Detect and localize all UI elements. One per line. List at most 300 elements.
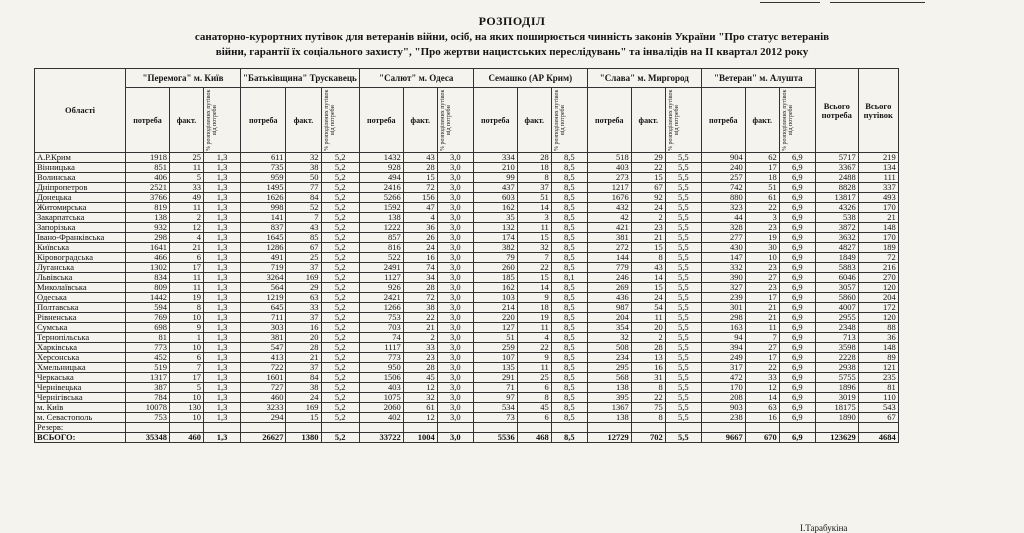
value-cell: 8 [517, 173, 551, 183]
value-cell: 998 [241, 203, 286, 213]
value-cell: 15 [403, 173, 437, 183]
value-cell: 3367 [815, 163, 858, 173]
value-cell: 10 [745, 253, 779, 263]
value-cell: 170 [858, 203, 898, 213]
value-cell: 17 [745, 293, 779, 303]
value-cell: 35 [473, 213, 517, 223]
value-cell: 491 [241, 253, 286, 263]
value-cell: 5,5 [665, 183, 701, 193]
value-cell: 81 [858, 383, 898, 393]
value-cell: 5,2 [321, 373, 359, 383]
value-cell: 8,5 [551, 183, 587, 193]
value-cell: 103 [473, 293, 517, 303]
value-cell: 3,0 [437, 313, 473, 323]
value-cell: 323 [701, 203, 745, 213]
value-cell: 6,9 [779, 323, 815, 333]
region-cell: Чернівецька [35, 383, 126, 393]
value-cell [359, 423, 403, 433]
value-cell: 5,2 [321, 223, 359, 233]
value-cell: 3,0 [437, 273, 473, 283]
value-cell: 9667 [701, 433, 745, 443]
value-cell [286, 423, 321, 433]
value-cell: 1,3 [204, 413, 241, 423]
value-cell: 5,5 [665, 223, 701, 233]
value-cell: 67 [858, 413, 898, 423]
value-cell: 430 [701, 243, 745, 253]
percent-header-text: % розподілених путівок від потреби [439, 89, 452, 151]
value-cell [701, 423, 745, 433]
value-cell: 432 [587, 203, 631, 213]
table-row [35, 273, 899, 283]
value-cell: 37 [286, 363, 321, 373]
value-cell: 249 [701, 353, 745, 363]
value-cell: 19 [745, 233, 779, 243]
need-header: потреба [126, 88, 170, 153]
value-cell: 1918 [126, 153, 170, 163]
value-cell: 1,3 [204, 213, 241, 223]
value-cell: 3,0 [437, 293, 473, 303]
table-row [35, 403, 899, 413]
value-cell: 174 [473, 233, 517, 243]
value-cell: 16 [403, 253, 437, 263]
value-cell: 2521 [126, 183, 170, 193]
value-cell: 5,2 [321, 263, 359, 273]
value-cell: 543 [858, 403, 898, 413]
region-cell: Луганська [35, 263, 126, 273]
value-cell: 2 [170, 213, 204, 223]
value-cell: 18 [517, 163, 551, 173]
value-cell: 5,2 [321, 333, 359, 343]
value-cell: 3,0 [437, 153, 473, 163]
sanatorium-header-3: "Салют" м. Одеса [359, 69, 473, 88]
value-cell: 6,9 [779, 243, 815, 253]
value-cell: 17 [745, 163, 779, 173]
value-cell: 138 [587, 383, 631, 393]
need-header: потреба [701, 88, 745, 153]
value-cell: 354 [587, 323, 631, 333]
value-cell: 1,3 [204, 193, 241, 203]
value-cell: 238 [701, 413, 745, 423]
value-cell: 5,5 [665, 243, 701, 253]
value-cell: 4007 [815, 303, 858, 313]
value-cell: 5,2 [321, 153, 359, 163]
value-cell: 3,0 [437, 343, 473, 353]
value-cell: 1442 [126, 293, 170, 303]
value-cell: 204 [858, 293, 898, 303]
value-cell: 36 [858, 333, 898, 343]
value-cell: 32 [587, 333, 631, 343]
value-cell: 5,2 [321, 213, 359, 223]
value-cell: 38 [403, 303, 437, 313]
value-cell: 220 [473, 313, 517, 323]
value-cell: 24 [403, 243, 437, 253]
value-cell: 1495 [241, 183, 286, 193]
region-cell: Київська [35, 243, 126, 253]
value-cell: 22 [517, 343, 551, 353]
value-cell: 22 [745, 203, 779, 213]
value-cell [321, 423, 359, 433]
value-cell: 5,5 [665, 363, 701, 373]
document-title: РОЗПОДІЛ [478, 14, 546, 28]
value-cell: 6,9 [779, 413, 815, 423]
value-cell: 10 [170, 393, 204, 403]
sanatorium-header-4: Семашко (АР Крим) [473, 69, 587, 88]
value-cell: 466 [126, 253, 170, 263]
value-cell: 5,5 [665, 203, 701, 213]
value-cell: 5,2 [321, 293, 359, 303]
value-cell: 28 [403, 163, 437, 173]
value-cell: 8,5 [551, 193, 587, 203]
value-cell: 257 [701, 173, 745, 183]
value-cell: 5,5 [665, 173, 701, 183]
value-cell: 21 [745, 303, 779, 313]
percent-header-text: % розподілених путівок від потреби [667, 89, 680, 151]
value-cell: 246 [587, 273, 631, 283]
value-cell: 272 [587, 243, 631, 253]
value-cell: 24 [631, 203, 665, 213]
signature-text: І.Тарабукіна [800, 523, 848, 533]
value-cell: 22 [745, 363, 779, 373]
value-cell: 208 [701, 393, 745, 403]
value-cell: 260 [473, 263, 517, 273]
value-cell: 259 [473, 343, 517, 353]
value-cell: 4 [170, 233, 204, 243]
value-cell: 5,5 [665, 383, 701, 393]
value-cell: 1,3 [204, 253, 241, 263]
value-cell: 10 [170, 313, 204, 323]
value-cell: 1,3 [204, 283, 241, 293]
value-cell: 5,5 [665, 263, 701, 273]
value-cell: 702 [631, 433, 665, 443]
top-rule-1 [760, 2, 820, 3]
table-row [35, 233, 899, 243]
total-need-header: Всього потреба [815, 69, 858, 153]
table-row [35, 193, 899, 203]
value-cell: 301 [701, 303, 745, 313]
value-cell: 169 [286, 403, 321, 413]
value-cell: 1302 [126, 263, 170, 273]
value-cell: 1849 [815, 253, 858, 263]
table-row [35, 353, 899, 363]
value-cell: 5860 [815, 293, 858, 303]
value-cell: 67 [286, 243, 321, 253]
value-cell: 12729 [587, 433, 631, 443]
value-cell: 19 [170, 293, 204, 303]
fact-header: факт. [286, 88, 321, 153]
value-cell: 9 [170, 323, 204, 333]
value-cell: 8,5 [551, 303, 587, 313]
value-cell: 21 [403, 323, 437, 333]
value-cell: 8,5 [551, 313, 587, 323]
value-cell: 6,9 [779, 193, 815, 203]
value-cell: 138 [587, 413, 631, 423]
value-cell: 8,5 [551, 373, 587, 383]
value-cell: 337 [858, 183, 898, 193]
value-cell: 5,5 [665, 193, 701, 203]
region-cell: Полтавська [35, 303, 126, 313]
value-cell: 3,0 [437, 173, 473, 183]
value-cell: 3,0 [437, 223, 473, 233]
value-cell: 5,2 [321, 183, 359, 193]
value-cell: 134 [858, 163, 898, 173]
value-cell: 1,3 [204, 313, 241, 323]
value-cell: 5,5 [665, 403, 701, 413]
region-cell: м. Київ [35, 403, 126, 413]
value-cell: 8,5 [551, 413, 587, 423]
value-cell: 3,0 [437, 213, 473, 223]
value-cell: 1127 [359, 273, 403, 283]
value-cell: 1,3 [204, 333, 241, 343]
table-row [35, 293, 899, 303]
value-cell: 932 [126, 223, 170, 233]
value-cell: 8,5 [551, 163, 587, 173]
value-cell: 742 [701, 183, 745, 193]
value-cell: 11 [517, 223, 551, 233]
value-cell: 2 [631, 213, 665, 223]
value-cell: 3,0 [437, 363, 473, 373]
region-cell: Волинська [35, 173, 126, 183]
value-cell: 538 [815, 213, 858, 223]
value-cell: 468 [517, 433, 551, 443]
value-cell: 29 [631, 153, 665, 163]
fact-header: факт. [631, 88, 665, 153]
region-cell: м. Севастополь [35, 413, 126, 423]
value-cell: 3,0 [437, 283, 473, 293]
value-cell: 5 [170, 383, 204, 393]
value-cell: 4827 [815, 243, 858, 253]
value-cell: 6,9 [779, 293, 815, 303]
value-cell: 170 [701, 383, 745, 393]
value-cell: 8,5 [551, 353, 587, 363]
value-cell: 493 [858, 193, 898, 203]
value-cell: 6,9 [779, 223, 815, 233]
value-cell: 294 [241, 413, 286, 423]
value-cell: 2 [631, 333, 665, 343]
value-cell: 72 [403, 183, 437, 193]
value-cell: 73 [473, 413, 517, 423]
region-cell: Одеська [35, 293, 126, 303]
value-cell: 74 [359, 333, 403, 343]
value-cell: 14 [517, 203, 551, 213]
value-cell: 460 [170, 433, 204, 443]
value-cell: 1317 [126, 373, 170, 383]
value-cell: 43 [286, 223, 321, 233]
value-cell: 7 [745, 333, 779, 343]
value-cell: 219 [858, 153, 898, 163]
value-cell: 722 [241, 363, 286, 373]
value-cell: 16 [745, 413, 779, 423]
value-cell: 6,9 [779, 403, 815, 413]
value-cell: 837 [241, 223, 286, 233]
table-row [35, 423, 899, 433]
value-cell: 8,5 [551, 253, 587, 263]
value-cell: 23 [631, 223, 665, 233]
value-cell [204, 423, 241, 433]
value-cell: 3,0 [437, 163, 473, 173]
value-cell: 26 [403, 233, 437, 243]
value-cell: 5,2 [321, 303, 359, 313]
value-cell: 94 [701, 333, 745, 343]
value-cell: 3233 [241, 403, 286, 413]
value-cell: 51 [517, 193, 551, 203]
value-cell: 18 [517, 303, 551, 313]
value-cell: 298 [126, 233, 170, 243]
value-cell [551, 423, 587, 433]
value-cell: 5,5 [665, 283, 701, 293]
value-cell: 381 [587, 233, 631, 243]
percent-header [204, 88, 241, 153]
value-cell [858, 423, 898, 433]
value-cell: 1004 [403, 433, 437, 443]
table-row [35, 173, 899, 183]
value-cell: 568 [587, 373, 631, 383]
value-cell: 8,5 [551, 393, 587, 403]
value-cell: 15 [631, 173, 665, 183]
value-cell: 111 [858, 173, 898, 183]
value-cell: 5,5 [665, 323, 701, 333]
value-cell: 1,3 [204, 303, 241, 313]
value-cell: 6,9 [779, 203, 815, 213]
value-cell: 8,5 [551, 263, 587, 273]
value-cell: 8,1 [551, 273, 587, 283]
value-cell: 14 [517, 283, 551, 293]
value-cell: 8,5 [551, 213, 587, 223]
value-cell: 6,9 [779, 343, 815, 353]
value-cell: 3598 [815, 343, 858, 353]
region-cell: Кіровоградська [35, 253, 126, 263]
value-cell: 15 [631, 283, 665, 293]
value-cell: 2955 [815, 313, 858, 323]
value-cell: 144 [587, 253, 631, 263]
value-cell: 132 [473, 223, 517, 233]
value-cell: 4684 [858, 433, 898, 443]
value-cell: 1626 [241, 193, 286, 203]
value-cell: 1,3 [204, 353, 241, 363]
value-cell: 5,2 [321, 323, 359, 333]
value-cell: 5,2 [321, 253, 359, 263]
value-cell: 3,0 [437, 353, 473, 363]
value-cell: 402 [359, 413, 403, 423]
value-cell: 1,3 [204, 323, 241, 333]
value-cell: 6 [517, 413, 551, 423]
value-cell: 24 [631, 293, 665, 303]
value-cell: 1217 [587, 183, 631, 193]
value-cell: 163 [701, 323, 745, 333]
value-cell: 5,2 [321, 273, 359, 283]
value-cell: 31 [631, 373, 665, 383]
value-cell: 20 [286, 333, 321, 343]
value-cell: 3872 [815, 223, 858, 233]
region-cell: Тернопільська [35, 333, 126, 343]
value-cell: 3 [745, 213, 779, 223]
value-cell: 61 [745, 193, 779, 203]
value-cell: 277 [701, 233, 745, 243]
value-cell: 2416 [359, 183, 403, 193]
fact-header: факт. [745, 88, 779, 153]
value-cell: 33 [403, 343, 437, 353]
value-cell: 92 [631, 193, 665, 203]
value-cell: 6,9 [779, 373, 815, 383]
value-cell: 8,5 [551, 223, 587, 233]
table-row [35, 363, 899, 373]
value-cell: 390 [701, 273, 745, 283]
region-cell: Вінницька [35, 163, 126, 173]
region-cell: Черкаська [35, 373, 126, 383]
sanatorium-header-2: "Батьківщина" Трускавець [241, 69, 360, 88]
value-cell: 328 [701, 223, 745, 233]
value-cell: 210 [473, 163, 517, 173]
value-cell: 51 [745, 183, 779, 193]
value-cell: 38 [286, 163, 321, 173]
value-cell: 928 [359, 163, 403, 173]
sanatorium-header-6: "Ветеран" м. Алушта [701, 69, 815, 88]
value-cell: 28 [403, 283, 437, 293]
value-cell: 6,9 [779, 313, 815, 323]
value-cell: 3,0 [437, 303, 473, 313]
value-cell: 5755 [815, 373, 858, 383]
value-cell: 452 [126, 353, 170, 363]
region-cell: Львівська [35, 273, 126, 283]
table-row [35, 343, 899, 353]
value-cell: 2488 [815, 173, 858, 183]
value-cell: 5,5 [665, 293, 701, 303]
value-cell: 8 [631, 383, 665, 393]
value-cell: 5,5 [665, 393, 701, 403]
value-cell: 11 [745, 323, 779, 333]
value-cell: 8,5 [551, 293, 587, 303]
value-cell: 4 [517, 333, 551, 343]
value-cell: 1075 [359, 393, 403, 403]
value-cell: 1,3 [204, 203, 241, 213]
value-cell: 1117 [359, 343, 403, 353]
value-cell: 6,9 [779, 263, 815, 273]
value-cell: 1,3 [204, 383, 241, 393]
value-cell: 3,0 [437, 233, 473, 243]
value-cell: 713 [815, 333, 858, 343]
value-cell [665, 423, 701, 433]
value-cell [587, 423, 631, 433]
value-cell: 327 [701, 283, 745, 293]
value-cell: 719 [241, 263, 286, 273]
value-cell: 3,0 [437, 373, 473, 383]
value-cell: 50 [286, 173, 321, 183]
value-cell: 8,5 [551, 243, 587, 253]
value-cell: 1,3 [204, 433, 241, 443]
value-cell: 1506 [359, 373, 403, 383]
value-cell: 5,5 [665, 433, 701, 443]
value-cell: 26627 [241, 433, 286, 443]
value-cell: 594 [126, 303, 170, 313]
value-cell: 381 [241, 333, 286, 343]
value-cell: 54 [631, 303, 665, 313]
value-cell: 88 [858, 323, 898, 333]
value-cell: 269 [587, 283, 631, 293]
value-cell: 3,0 [437, 413, 473, 423]
value-cell: 851 [126, 163, 170, 173]
value-cell [473, 423, 517, 433]
value-cell: 11 [517, 323, 551, 333]
value-cell: 518 [587, 153, 631, 163]
value-cell: 35348 [126, 433, 170, 443]
value-cell: 1,3 [204, 223, 241, 233]
value-cell: 403 [587, 163, 631, 173]
value-cell: 29 [286, 283, 321, 293]
value-cell: 2 [403, 333, 437, 343]
value-cell: 6,9 [779, 383, 815, 393]
value-cell: 2228 [815, 353, 858, 363]
value-cell: 2348 [815, 323, 858, 333]
value-cell: 11 [631, 313, 665, 323]
